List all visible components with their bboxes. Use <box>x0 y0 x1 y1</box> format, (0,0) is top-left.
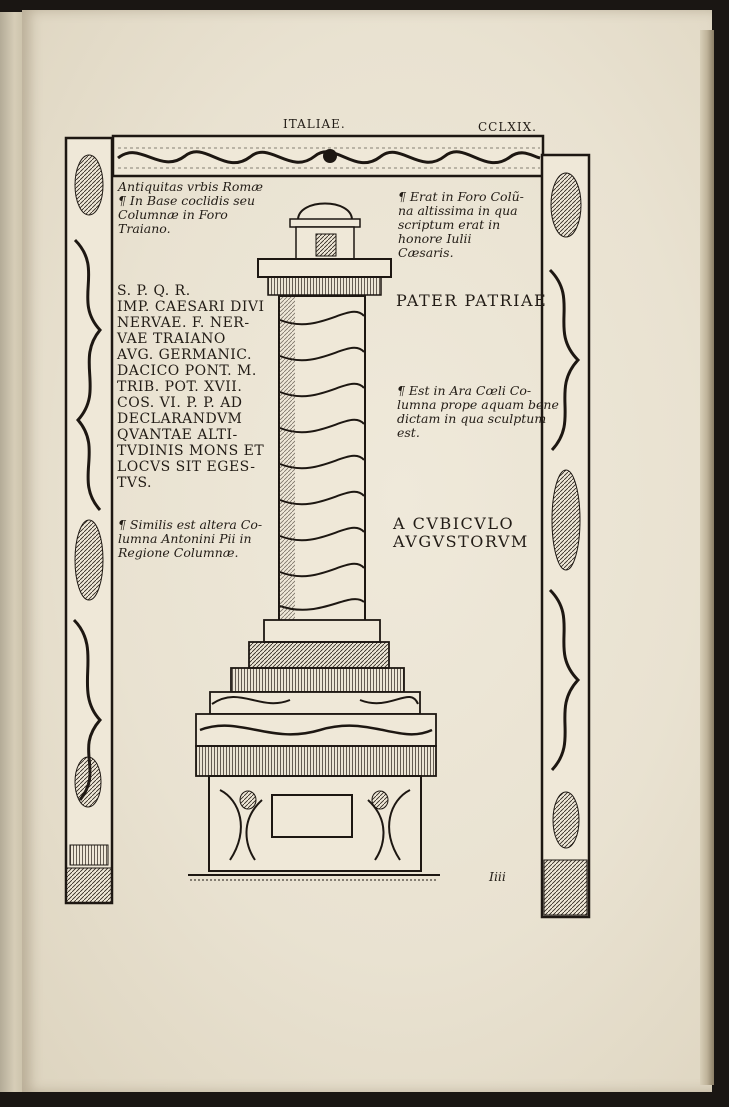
right-ornament-border <box>542 155 589 917</box>
note-mid-right: ¶ Est in Ara Cœli Co- lumna prope aquam bene dictam in qua sculptum est. <box>397 383 559 440</box>
folio-number: CCLXIX. <box>478 120 537 134</box>
inscription-pater-patriae: PATER PATRIAE <box>396 291 548 310</box>
inscription-cubiculo: A CVBICVLO AVGVSTORVM <box>393 514 529 551</box>
note-lower-left: ¶ Similis est altera Co- lumna Antonini Pii in Regione Columnæ. <box>118 517 263 560</box>
signature-mark: Iiii <box>489 869 506 884</box>
top-ornament-border <box>113 136 543 176</box>
left-ornament-border <box>66 138 112 903</box>
note-top-right: ¶ Erat in Foro Colũ- na altissima in qua scriptum erat in honore Iulii Cæsaris. <box>398 189 524 260</box>
inscription-main: S. P. Q. R. IMP. CAESARI DIVI NERVAE. F. NER- VAE TRAIANO AVG. GERMANIC. DACICO PONT. M. TRIB. POT. XVII. COS. VI. P. P. AD DECLARANDVM QVANTAE ALTI- TVDINIS MONS ET LOCVS SIT EGES- TVS. <box>117 283 265 491</box>
note-top-left: Antiquitas vrbis Romæ ¶ In Base coclidis seu Columnæ in Foro Traiano. <box>118 179 263 236</box>
running-title: ITALIAE. <box>283 117 346 131</box>
